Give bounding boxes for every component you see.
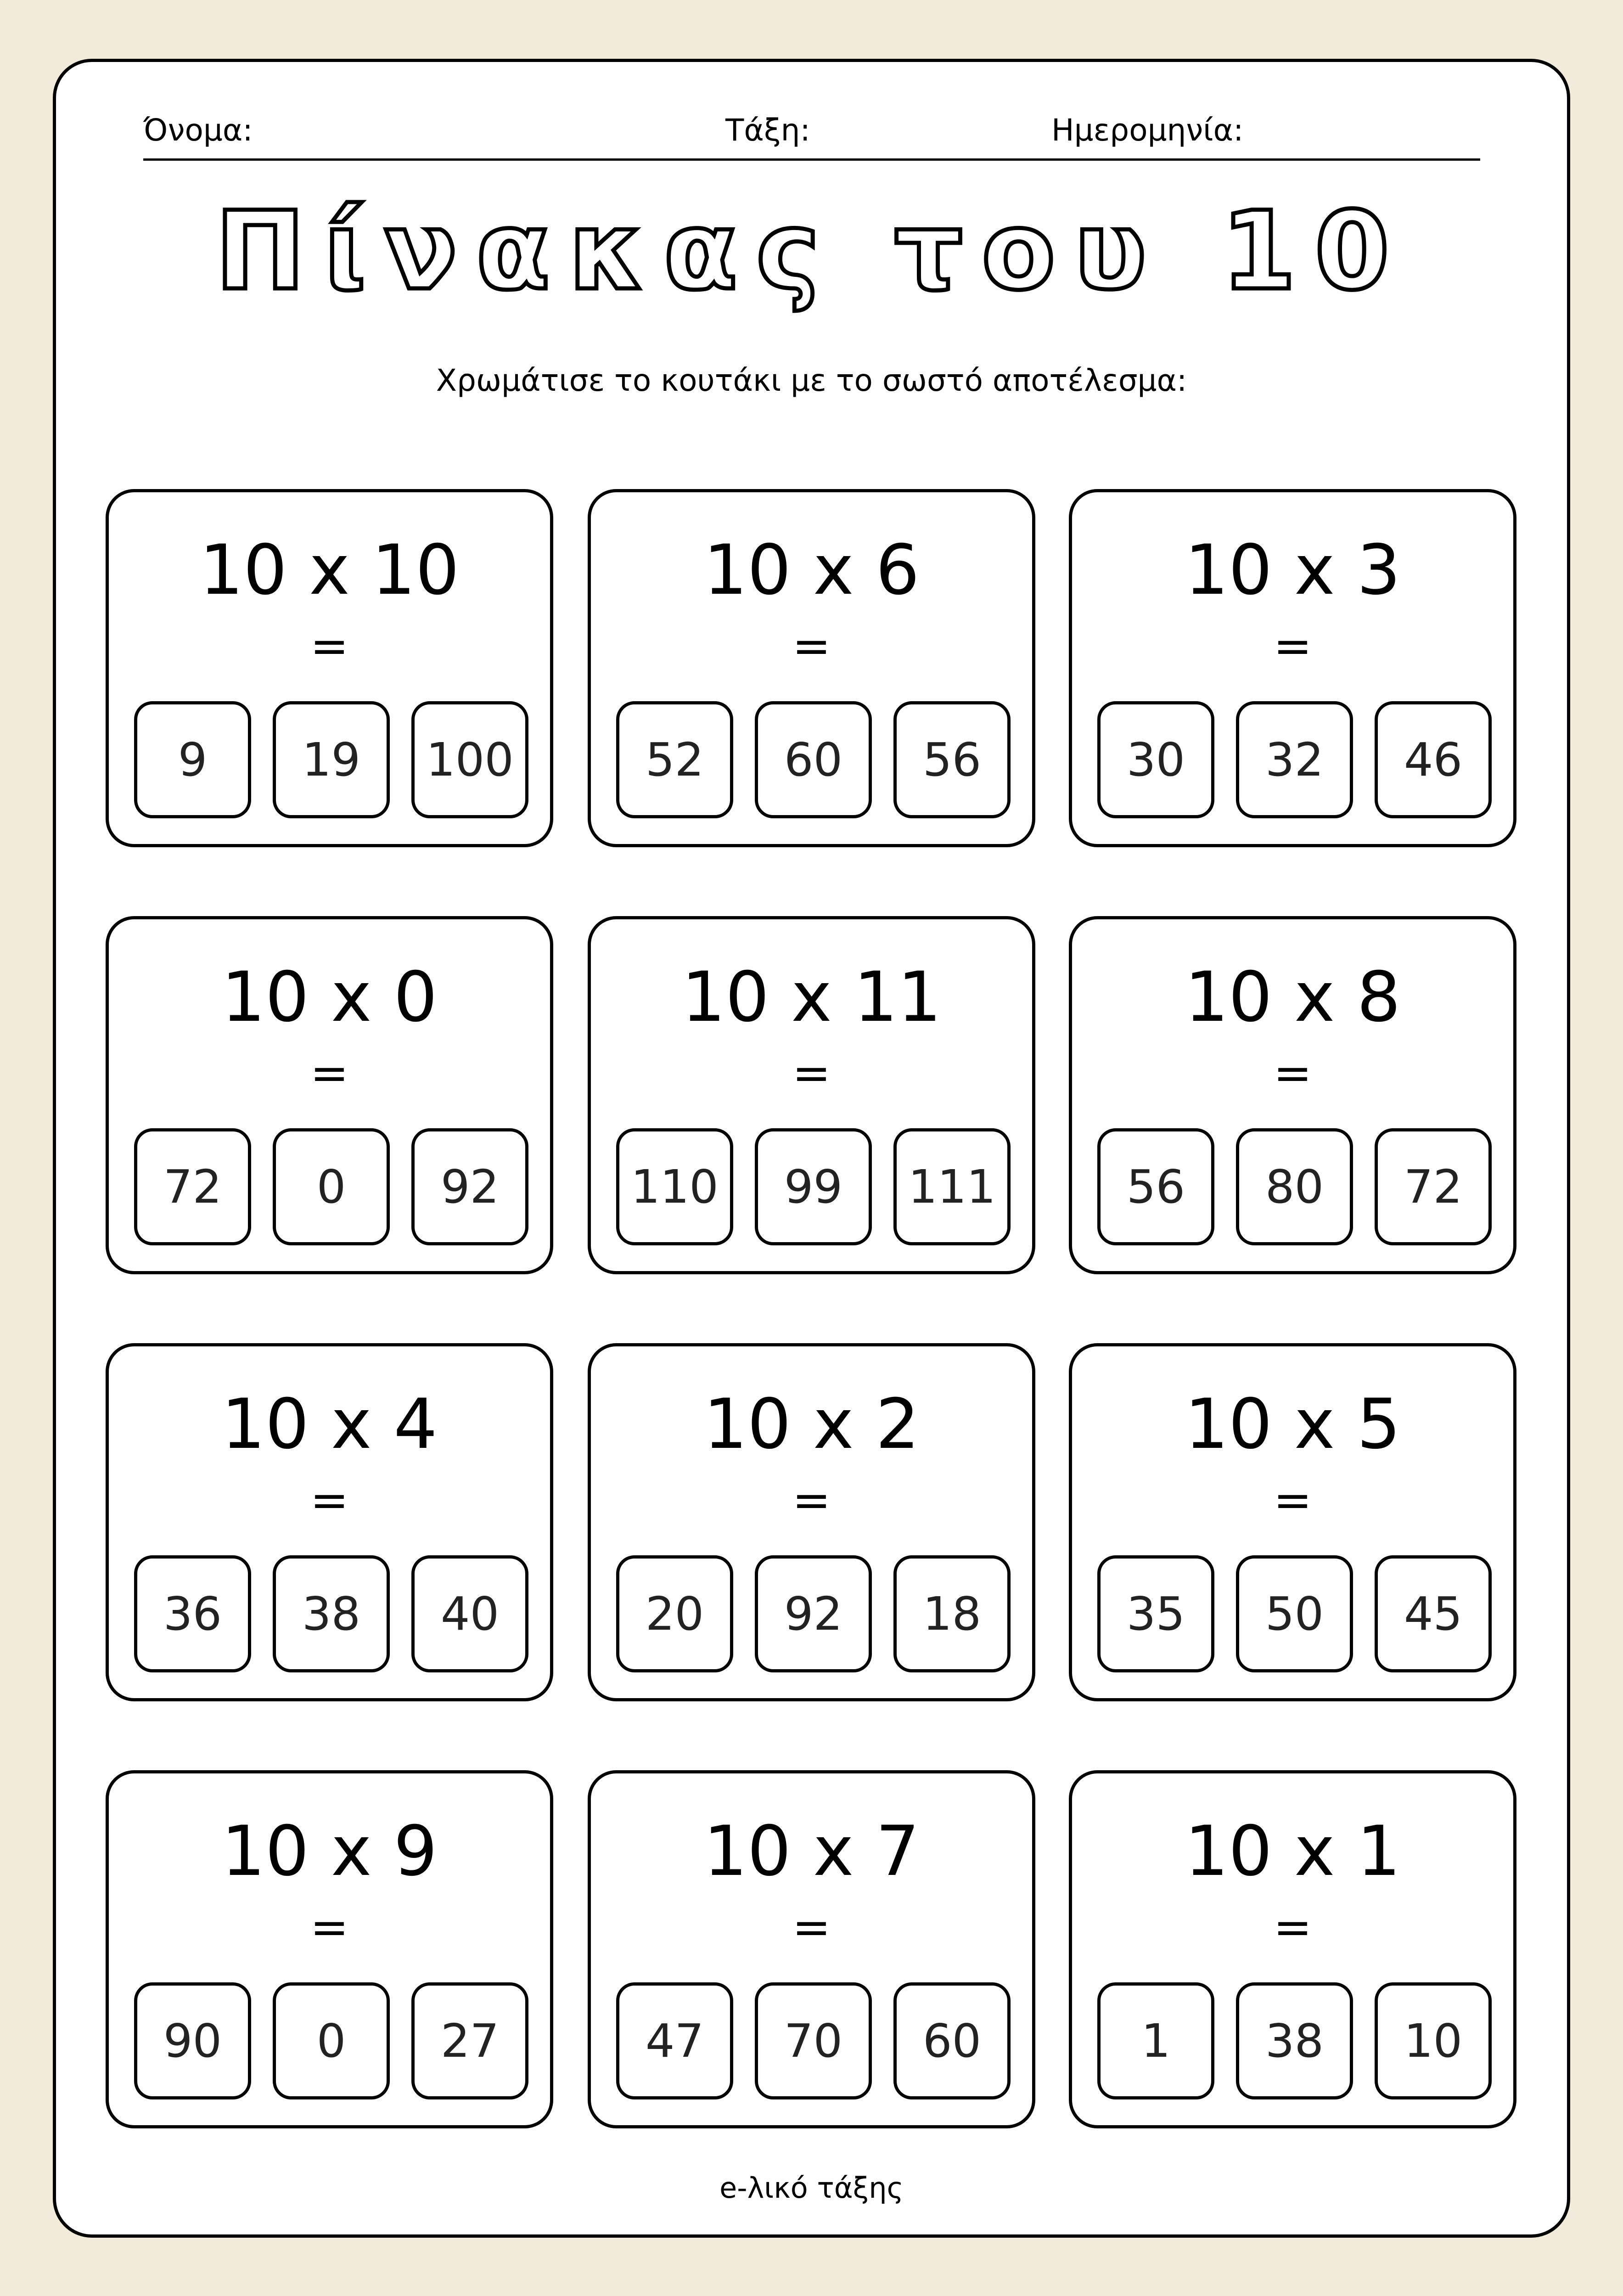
equals-sign: = [792,619,831,673]
name-label: Όνομα: [143,113,253,148]
page-title: Πίνακας του 10 [215,189,1408,314]
problem-expression: 10 x 2 [703,1384,920,1464]
answer-option[interactable]: 92 [755,1555,872,1672]
answer-option[interactable]: 52 [616,701,733,818]
date-label: Ημερομηνία: [1051,113,1244,148]
answer-option[interactable]: 1 [1097,1982,1214,2099]
equals-sign: = [792,1046,831,1100]
answer-option[interactable]: 20 [616,1555,733,1672]
problem-expression: 10 x 4 [221,1384,438,1464]
answer-option[interactable]: 99 [755,1128,872,1245]
equals-sign: = [792,1900,831,1954]
answer-option[interactable]: 92 [411,1128,528,1245]
equals-sign: = [310,619,349,673]
problem-card [588,1343,1035,1701]
answer-option[interactable]: 111 [893,1128,1011,1245]
equals-sign: = [310,1900,349,1954]
equals-sign: = [792,1473,831,1527]
answer-option[interactable]: 47 [616,1982,733,2099]
answer-option[interactable]: 0 [273,1982,390,2099]
problem-expression: 10 x 5 [1185,1384,1401,1464]
answer-option[interactable]: 27 [411,1982,528,2099]
answer-option[interactable]: 100 [411,701,528,818]
answer-option[interactable]: 56 [1097,1128,1214,1245]
answer-option[interactable]: 30 [1097,701,1214,818]
problem-card [1069,916,1516,1274]
class-label: Τάξη: [725,113,810,148]
problem-expression: 10 x 0 [221,957,438,1037]
answer-option[interactable]: 56 [893,701,1011,818]
answer-option[interactable]: 10 [1375,1982,1492,2099]
answer-option[interactable]: 72 [134,1128,251,1245]
answer-option[interactable]: 45 [1375,1555,1492,1672]
answer-option[interactable]: 70 [755,1982,872,2099]
answer-option[interactable]: 35 [1097,1555,1214,1672]
problem-card [1069,489,1516,847]
answer-option[interactable]: 0 [273,1128,390,1245]
equals-sign: = [310,1473,349,1527]
answer-option[interactable]: 18 [893,1555,1011,1672]
answer-option[interactable]: 80 [1236,1128,1353,1245]
answer-option[interactable]: 38 [273,1555,390,1672]
problem-expression: 10 x 9 [221,1812,438,1891]
answer-option[interactable]: 50 [1236,1555,1353,1672]
problem-card [588,489,1035,847]
problem-expression: 10 x 10 [199,530,460,610]
answer-option[interactable]: 32 [1236,701,1353,818]
answer-option[interactable]: 38 [1236,1982,1353,2099]
problem-card [106,489,553,847]
answer-option[interactable]: 60 [755,701,872,818]
answer-option[interactable]: 36 [134,1555,251,1672]
problem-card [588,916,1035,1274]
instruction-text: Χρωμάτισε το κουτάκι με το σωστό αποτέλεσμα: [436,363,1187,398]
problem-expression: 10 x 3 [1185,530,1401,610]
footer-credit: e-λικό τάξης [719,2171,904,2205]
problem-card [1069,1343,1516,1701]
problem-expression: 10 x 6 [703,530,920,610]
answer-option[interactable]: 110 [616,1128,733,1245]
problem-card [106,1770,553,2128]
problem-expression: 10 x 1 [1185,1812,1401,1891]
equals-sign: = [310,1046,349,1100]
answer-option[interactable]: 72 [1375,1128,1492,1245]
problem-card [106,916,553,1274]
answer-option[interactable]: 60 [893,1982,1011,2099]
problem-expression: 10 x 8 [1185,957,1401,1037]
problem-expression: 10 x 11 [681,957,942,1037]
problem-card [106,1343,553,1701]
answer-option[interactable]: 9 [134,701,251,818]
equals-sign: = [1273,619,1312,673]
problem-card [588,1770,1035,2128]
equals-sign: = [1273,1046,1312,1100]
answer-option[interactable]: 46 [1375,701,1492,818]
equals-sign: = [1273,1900,1312,1954]
problem-expression: 10 x 7 [703,1812,920,1891]
equals-sign: = [1273,1473,1312,1527]
problem-card [1069,1770,1516,2128]
answer-option[interactable]: 40 [411,1555,528,1672]
header-underline [143,158,1480,161]
answer-option[interactable]: 19 [273,701,390,818]
answer-option[interactable]: 90 [134,1982,251,2099]
